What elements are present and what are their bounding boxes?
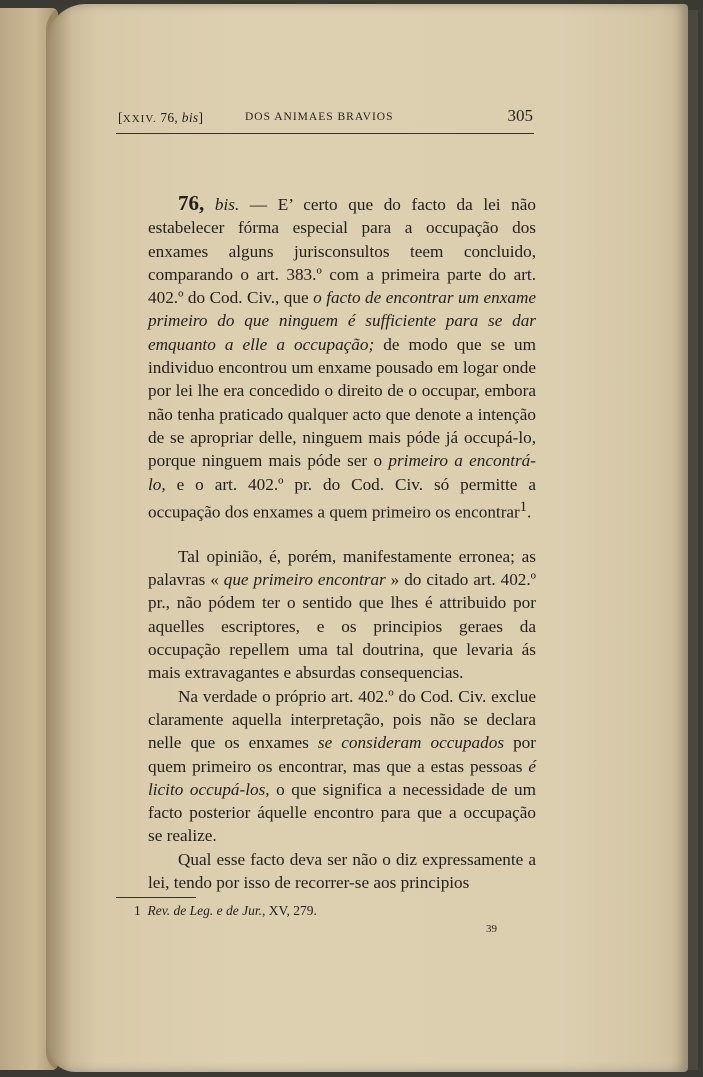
signature-mark: 39 [486,923,497,935]
footnote-rule [116,897,196,898]
paragraph: Tal opinião, é, porém, manifestamente erronea; as palavras « que primeiro encontrar » do citado art. 402.º pr., não pódem ter o sentido que lhes é attribuido por aquelles escriptores, e os principios geraes da occupação repellem uma tal doutrina, que levaria ás mais extravagantes e absurdas consequencias. [148,546,537,683]
page-number: 305 [507,106,533,125]
header-rule [116,133,534,134]
running-head [118,108,533,130]
running-head-title: DOS ANIMAES BRAVIOS [245,111,394,123]
paragraph: Na verdade o próprio art. 402.º do Cod. Civ. exclue claramente aquella interpretação, pois não se declara nelle que os enxames se consideram occupados por quem primeiro os encontrar, mas que a estas pessoas é licito occupá-los, o que significa a necessidade de um facto posterior áquelle encontro para que a occupação se realize. [148,686,536,846]
footnote: 1 Rev. de Leg. e de Jur., XV, 279. [134,903,317,918]
running-head-section: [XXIV. 76, bis] [118,110,204,125]
footnote-reference: 1 [519,498,527,515]
section-number: 76, [178,191,205,215]
body-text [148,192,536,894]
page-gutter-shadow [46,4,72,1072]
paragraph-76-bis: 76, bis. — E’ certo que do facto da lei não estabelecer fórma especial para a occupação dos enxames alguns jurisconsultos teem concluido, comparando o art. 383.º com a primeira parte do art. 402.º do Cod. Civ., que o facto de encontrar um enxame primeiro do que ninguem é sufficiente para se dar emquanto a elle a occupação; de modo que se um individuo encontrou um enxame pousado em logar onde por lei lhe era concedido o direito de o occupar, embora não tenha praticado qualquer acto que denote a intenção de se apropriar delle, ninguem mais póde já occupá-lo, porque ninguem mais póde ser o primeiro a encontrá-lo, e o art. 402.º pr. do Cod. Civ. só permitte a occupação dos enxames a quem primeiro os encontrar$^1$. [148,191,536,522]
paragraph: Qual esse facto deva ser não o diz expressamente a lei, tendo por isso de recorrer-se aos principios [148,849,536,893]
page-stack-edge [688,10,698,1070]
